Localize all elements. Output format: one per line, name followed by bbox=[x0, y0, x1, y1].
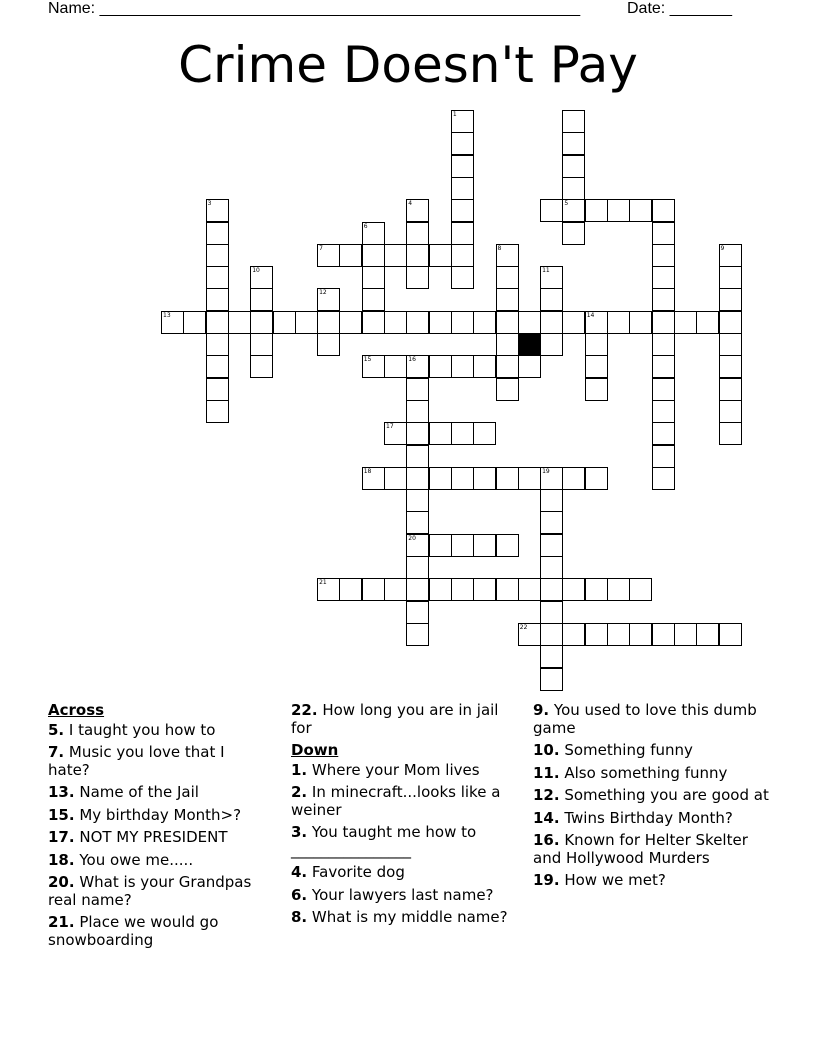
grid-cell bbox=[585, 467, 608, 490]
grid-cell bbox=[161, 311, 184, 334]
grid-cell bbox=[362, 311, 385, 334]
grid-cell bbox=[206, 355, 229, 378]
grid-cell-blocked bbox=[518, 333, 541, 356]
grid-cell bbox=[451, 311, 474, 334]
clue-number: 10 bbox=[252, 267, 260, 275]
clue-item: 6. Your lawyers last name? bbox=[291, 885, 494, 904]
grid-cell bbox=[451, 578, 474, 601]
grid-cell bbox=[518, 311, 541, 334]
grid-cell bbox=[339, 311, 362, 334]
grid-cell bbox=[451, 467, 474, 490]
grid-cell bbox=[206, 400, 229, 423]
clue-number-label: 10. bbox=[533, 741, 560, 759]
clue-item: 10. Something funny bbox=[533, 741, 693, 759]
grid-cell bbox=[540, 266, 563, 289]
clue-number: 7 bbox=[319, 244, 323, 252]
clue-number-label: 6. bbox=[291, 885, 308, 904]
grid-cell bbox=[719, 288, 742, 311]
clue-item: 11. Also something funny bbox=[533, 763, 728, 782]
grid-cell bbox=[674, 623, 697, 646]
clue-item: 1. Where your Mom lives bbox=[291, 760, 480, 779]
grid-cell bbox=[540, 534, 563, 557]
grid-cell bbox=[473, 578, 496, 601]
grid-cell bbox=[473, 534, 496, 557]
grid-cell bbox=[406, 355, 429, 378]
grid-cell bbox=[406, 445, 429, 468]
clue-number-label: 4. bbox=[291, 863, 308, 881]
grid-cell bbox=[451, 244, 474, 267]
clue-item: 2. In minecraft...looks like a weiner bbox=[291, 783, 501, 819]
grid-cell bbox=[429, 422, 452, 445]
grid-cell bbox=[406, 489, 429, 512]
grid-cell bbox=[406, 511, 429, 534]
grid-cell bbox=[384, 578, 407, 601]
grid-cell bbox=[540, 578, 563, 601]
grid-cell bbox=[273, 311, 296, 334]
grid-cell bbox=[719, 244, 742, 267]
grid-cell bbox=[629, 578, 652, 601]
down-clue-list bbox=[291, 762, 521, 927]
grid-cell bbox=[540, 511, 563, 534]
grid-cell bbox=[719, 422, 742, 445]
grid-cell bbox=[652, 266, 675, 289]
grid-cell bbox=[719, 623, 742, 646]
clue-item: 22. How long you are in jail for bbox=[291, 701, 499, 737]
clue-number: 14 bbox=[586, 311, 595, 319]
grid-cell bbox=[362, 244, 385, 267]
grid-cell bbox=[206, 222, 229, 245]
clue-number-label: 21. bbox=[48, 913, 75, 931]
clue-number: 1 bbox=[452, 111, 457, 118]
grid-cell bbox=[562, 155, 585, 178]
page-title: Crime Doesn't Pay bbox=[178, 36, 638, 94]
grid-cell bbox=[473, 355, 496, 378]
clue-item: 18. You owe me..... bbox=[48, 850, 194, 869]
grid-cell bbox=[585, 311, 608, 334]
grid-cell bbox=[451, 266, 474, 289]
clue-number: 8 bbox=[497, 244, 502, 252]
grid-cell bbox=[384, 467, 407, 490]
clue-number: 9 bbox=[720, 244, 725, 252]
clue-item: 21. Place we would go snowboarding bbox=[48, 913, 219, 949]
clue-number-label: 18. bbox=[48, 850, 75, 869]
clue-item: 8. What is my middle name? bbox=[291, 908, 508, 926]
grid-cell bbox=[406, 244, 429, 267]
grid-cell bbox=[206, 311, 229, 334]
across-clue-list-continued bbox=[291, 702, 521, 737]
grid-cell bbox=[406, 534, 429, 557]
grid-cell bbox=[719, 355, 742, 378]
grid-cell bbox=[406, 601, 429, 624]
clue-item: 15. My birthday Month>? bbox=[48, 805, 242, 824]
grid-cell bbox=[429, 467, 452, 490]
clue-item: 12. Something you are good at bbox=[533, 786, 769, 804]
grid-cell bbox=[719, 311, 742, 334]
grid-cell bbox=[406, 422, 429, 445]
grid-cell bbox=[585, 355, 608, 378]
grid-cell bbox=[562, 623, 585, 646]
grid-cell bbox=[719, 266, 742, 289]
grid-cell bbox=[206, 266, 229, 289]
clue-number: 16 bbox=[408, 356, 416, 364]
grid-cell bbox=[652, 199, 675, 222]
clues-column-3 bbox=[533, 702, 773, 895]
grid-cell bbox=[518, 623, 541, 646]
grid-cell bbox=[317, 244, 340, 267]
clue-number-label: 1. bbox=[291, 760, 308, 779]
clue-number: 15 bbox=[363, 356, 372, 364]
grid-cell bbox=[562, 110, 585, 133]
grid-cell bbox=[406, 222, 429, 245]
clue-number-label: 7. bbox=[48, 743, 65, 761]
grid-cell bbox=[652, 333, 675, 356]
grid-cell bbox=[562, 311, 585, 334]
grid-cell bbox=[429, 244, 452, 267]
grid-cell bbox=[451, 222, 474, 245]
grid-cell bbox=[429, 355, 452, 378]
clue-item: 7. Music you love that I hate? bbox=[48, 743, 225, 779]
grid-cell bbox=[719, 333, 742, 356]
grid-cell bbox=[206, 244, 229, 267]
name-field-label: Name: ______________________________________________________ bbox=[48, 0, 581, 17]
grid-cell bbox=[540, 489, 563, 512]
clues-column-1 bbox=[48, 702, 270, 954]
grid-cell bbox=[451, 132, 474, 155]
clue-item: 17. NOT MY PRESIDENT bbox=[48, 828, 228, 846]
clue-item: 9. You used to love this dumb game bbox=[533, 701, 757, 737]
grid-cell bbox=[429, 578, 452, 601]
grid-cell bbox=[250, 355, 273, 378]
grid-cell bbox=[451, 422, 474, 445]
grid-cell bbox=[295, 311, 318, 334]
grid-cell bbox=[719, 378, 742, 401]
grid-cell bbox=[496, 333, 519, 356]
grid-cell bbox=[206, 378, 229, 401]
across-heading: Across bbox=[48, 701, 105, 719]
grid-cell bbox=[652, 244, 675, 267]
grid-cell bbox=[562, 177, 585, 200]
grid-cell bbox=[540, 623, 563, 646]
grid-cell bbox=[429, 534, 452, 557]
grid-cell bbox=[384, 355, 407, 378]
grid-cell bbox=[496, 378, 519, 401]
grid-cell bbox=[362, 266, 385, 289]
grid-cell bbox=[339, 244, 362, 267]
clue-number: 20 bbox=[408, 534, 416, 542]
clue-item: 13. Name of the Jail bbox=[48, 783, 199, 801]
grid-cell bbox=[652, 445, 675, 468]
clue-number: 17 bbox=[386, 423, 394, 431]
grid-cell bbox=[629, 311, 652, 334]
clue-number-label: 13. bbox=[48, 783, 75, 801]
grid-cell bbox=[496, 311, 519, 334]
grid-cell bbox=[451, 110, 474, 133]
grid-cell bbox=[451, 355, 474, 378]
grid-cell bbox=[406, 623, 429, 646]
grid-cell bbox=[540, 288, 563, 311]
grid-cell bbox=[406, 311, 429, 334]
grid-cell bbox=[652, 378, 675, 401]
grid-cell bbox=[384, 422, 407, 445]
grid-cell bbox=[540, 467, 563, 490]
clue-item: 4. Favorite dog bbox=[291, 863, 405, 881]
clue-number-label: 19. bbox=[533, 871, 560, 889]
grid-cell bbox=[317, 288, 340, 311]
clue-item: 5. I taught you how to bbox=[48, 720, 216, 739]
grid-cell bbox=[317, 333, 340, 356]
grid-cell bbox=[406, 467, 429, 490]
grid-cell bbox=[317, 578, 340, 601]
grid-cell bbox=[518, 578, 541, 601]
clue-number-label: 16. bbox=[533, 831, 560, 849]
grid-cell bbox=[540, 199, 563, 222]
clue-item: 20. What is your Grandpas real name? bbox=[48, 873, 252, 909]
clue-number: 22 bbox=[519, 623, 528, 631]
clue-number: 5 bbox=[564, 200, 569, 208]
clue-item: 14. Twins Birthday Month? bbox=[533, 808, 733, 827]
grid-cell bbox=[562, 132, 585, 155]
grid-cell bbox=[362, 578, 385, 601]
grid-cell bbox=[406, 400, 429, 423]
grid-cell bbox=[206, 288, 229, 311]
grid-cell bbox=[652, 288, 675, 311]
clue-number-label: 8. bbox=[291, 908, 308, 926]
grid-cell bbox=[562, 578, 585, 601]
grid-cell bbox=[406, 578, 429, 601]
grid-cell bbox=[451, 199, 474, 222]
grid-cell bbox=[540, 668, 563, 691]
clue-number-label: 5. bbox=[48, 720, 65, 739]
grid-cell bbox=[540, 333, 563, 356]
grid-cell bbox=[250, 266, 273, 289]
grid-cell bbox=[183, 311, 206, 334]
grid-cell bbox=[496, 266, 519, 289]
clue-item: 3. You taught me how to ________________ bbox=[291, 823, 477, 859]
grid-cell bbox=[562, 467, 585, 490]
grid-cell bbox=[540, 311, 563, 334]
clue-number-label: 14. bbox=[533, 808, 560, 827]
grid-cell bbox=[696, 311, 719, 334]
grid-cell bbox=[629, 199, 652, 222]
clues-column-2 bbox=[291, 702, 521, 932]
grid-cell bbox=[339, 578, 362, 601]
grid-cell bbox=[496, 467, 519, 490]
clue-item: 16. Known for Helter Skelter and Hollywood Murders bbox=[533, 831, 748, 867]
grid-cell bbox=[362, 222, 385, 245]
clue-number-label: 20. bbox=[48, 873, 75, 891]
grid-cell bbox=[607, 578, 630, 601]
grid-cell bbox=[696, 623, 719, 646]
grid-cell bbox=[473, 467, 496, 490]
grid-cell bbox=[473, 422, 496, 445]
grid-cell bbox=[518, 467, 541, 490]
clue-number: 18 bbox=[363, 467, 372, 475]
clue-item: 19. How we met? bbox=[533, 871, 666, 889]
grid-cell bbox=[250, 288, 273, 311]
grid-cell bbox=[607, 623, 630, 646]
grid-cell bbox=[652, 400, 675, 423]
grid-cell bbox=[406, 378, 429, 401]
clue-number: 6 bbox=[363, 222, 368, 230]
grid-cell bbox=[496, 244, 519, 267]
clue-number: 12 bbox=[319, 289, 327, 297]
grid-cell bbox=[228, 311, 251, 334]
grid-cell bbox=[652, 222, 675, 245]
grid-cell bbox=[406, 199, 429, 222]
grid-cell bbox=[585, 199, 608, 222]
grid-cell bbox=[562, 222, 585, 245]
grid-cell bbox=[250, 333, 273, 356]
grid-cell bbox=[585, 378, 608, 401]
grid-cell bbox=[496, 578, 519, 601]
grid-cell bbox=[540, 601, 563, 624]
grid-cell bbox=[473, 311, 496, 334]
grid-cell bbox=[206, 333, 229, 356]
clue-number-label: 15. bbox=[48, 805, 75, 824]
grid-cell bbox=[206, 199, 229, 222]
grid-cell bbox=[652, 355, 675, 378]
grid-cell bbox=[540, 556, 563, 579]
grid-cell bbox=[406, 556, 429, 579]
grid-cell bbox=[607, 311, 630, 334]
grid-cell bbox=[406, 266, 429, 289]
clue-number: 4 bbox=[408, 200, 413, 208]
grid-cell bbox=[540, 645, 563, 668]
grid-cell bbox=[362, 467, 385, 490]
down-heading: Down bbox=[291, 741, 339, 759]
grid-cell bbox=[652, 467, 675, 490]
grid-cell bbox=[585, 333, 608, 356]
grid-cell bbox=[250, 311, 273, 334]
grid-cell bbox=[674, 311, 697, 334]
grid-cell bbox=[562, 199, 585, 222]
grid-cell bbox=[652, 311, 675, 334]
clue-number-label: 2. bbox=[291, 783, 308, 801]
grid-cell bbox=[429, 311, 452, 334]
grid-cell bbox=[585, 623, 608, 646]
clue-number-label: 22. bbox=[291, 701, 318, 719]
grid-cell bbox=[652, 422, 675, 445]
grid-cell bbox=[496, 355, 519, 378]
grid-cell bbox=[362, 288, 385, 311]
grid-cell bbox=[607, 199, 630, 222]
grid-cell bbox=[518, 355, 541, 378]
clue-number: 21 bbox=[319, 579, 327, 587]
grid-cell bbox=[496, 534, 519, 557]
grid-cell bbox=[384, 244, 407, 267]
grid-cell bbox=[451, 177, 474, 200]
clue-number-label: 3. bbox=[291, 823, 308, 841]
clue-number: 11 bbox=[542, 267, 550, 275]
grid-cell bbox=[451, 534, 474, 557]
grid-cell bbox=[629, 623, 652, 646]
clue-number-label: 11. bbox=[533, 763, 560, 782]
clue-number: 3 bbox=[207, 200, 212, 208]
grid-cell bbox=[362, 355, 385, 378]
clue-number: 19 bbox=[542, 467, 550, 475]
clue-number-label: 9. bbox=[533, 701, 550, 719]
clue-number-label: 12. bbox=[533, 786, 560, 804]
grid-cell bbox=[585, 578, 608, 601]
grid-cell bbox=[496, 288, 519, 311]
grid-cell bbox=[451, 155, 474, 178]
across-clue-list bbox=[48, 722, 270, 950]
grid-cell bbox=[719, 400, 742, 423]
down-clue-list-continued bbox=[533, 702, 773, 890]
clue-number: 13 bbox=[163, 311, 171, 319]
grid-cell bbox=[652, 623, 675, 646]
date-field-label: Date: _______ bbox=[627, 0, 732, 17]
clue-number-label: 17. bbox=[48, 828, 75, 846]
grid-cell bbox=[384, 311, 407, 334]
grid-cell bbox=[317, 311, 340, 334]
